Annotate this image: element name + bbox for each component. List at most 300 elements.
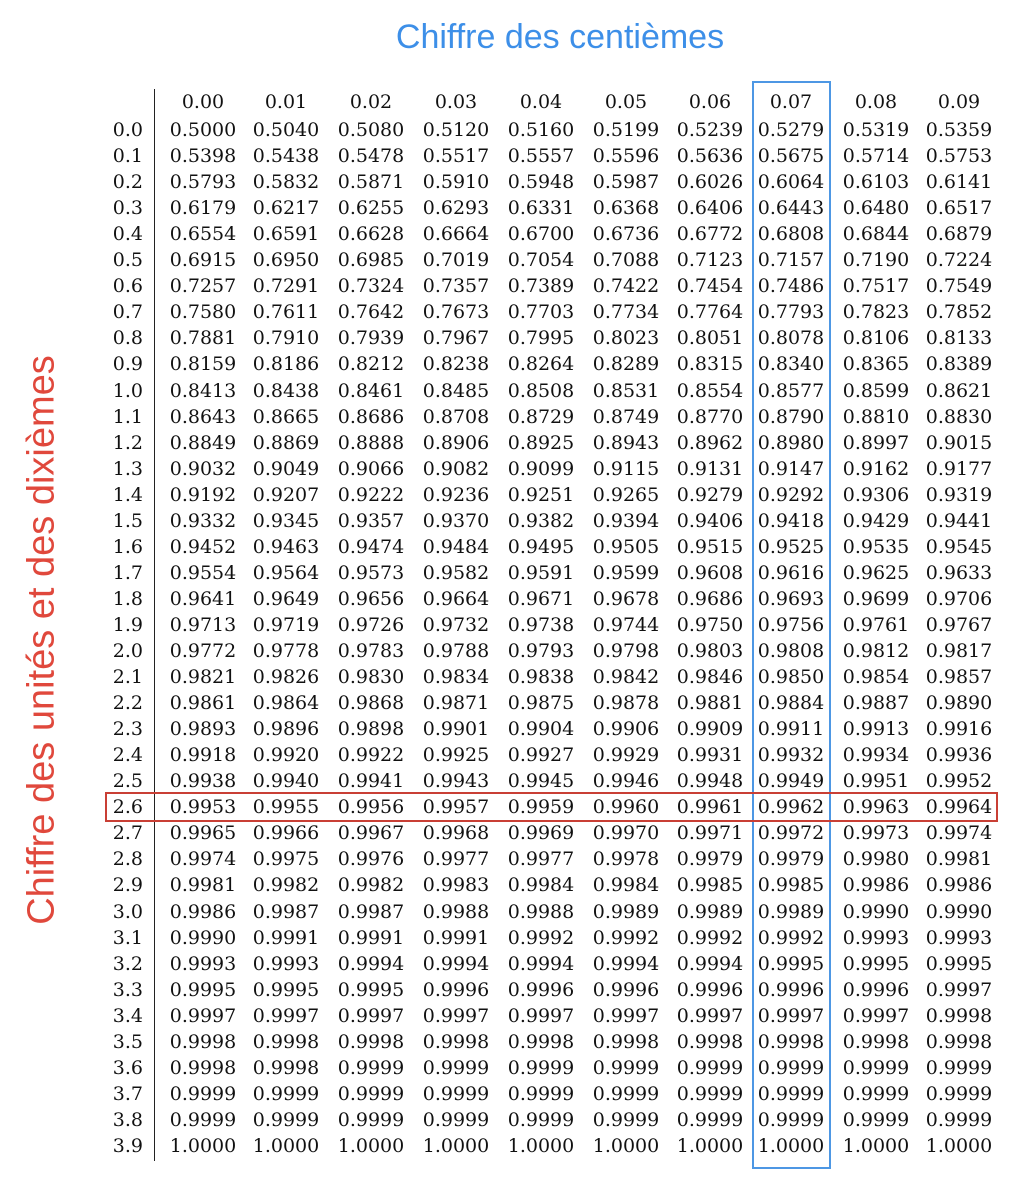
table-cell: 0.8906 <box>422 431 490 454</box>
table-cell: 0.9999 <box>422 1108 490 1131</box>
table-cell: 0.5871 <box>337 171 405 194</box>
table-cell: 0.9978 <box>592 848 660 871</box>
table-cell: 0.9875 <box>507 692 575 715</box>
column-header: 0.09 <box>937 91 981 113</box>
table-cell: 0.9999 <box>507 1056 575 1079</box>
table-cell: 0.9982 <box>252 874 320 897</box>
table-cell: 0.5987 <box>592 171 660 194</box>
table-cell: 0.6064 <box>757 171 825 194</box>
table-cell: 0.6628 <box>337 223 405 246</box>
table-cell: 0.8186 <box>252 353 320 376</box>
table-cell: 1.0000 <box>337 1134 405 1157</box>
row-axis-title: Chiffre des unités et des dixièmes <box>20 355 63 925</box>
table-cell: 0.9582 <box>422 561 490 584</box>
table-cell: 0.8461 <box>337 379 405 402</box>
table-cell: 0.9999 <box>925 1108 993 1131</box>
table-cell: 0.9994 <box>592 952 660 975</box>
table-cell: 0.8621 <box>925 379 993 402</box>
table-cell: 0.8962 <box>676 431 744 454</box>
table-cell: 0.9979 <box>676 848 744 871</box>
table-cell: 0.8830 <box>925 405 993 428</box>
table-cell: 0.7939 <box>337 327 405 350</box>
table-cell: 0.9357 <box>337 509 405 532</box>
table-cell: 0.8078 <box>757 327 825 350</box>
row-label: 2.1 <box>112 666 143 689</box>
table-cell: 0.5040 <box>252 119 320 141</box>
table-cell: 0.9984 <box>592 874 660 897</box>
row-label: 0.6 <box>112 275 143 298</box>
table-cell: 0.9222 <box>337 483 405 506</box>
table-cell: 0.8997 <box>842 431 910 454</box>
table-cell: 0.9999 <box>676 1056 744 1079</box>
table-cell: 0.8023 <box>592 327 660 350</box>
table-cell: 0.9997 <box>925 978 993 1001</box>
table-cell: 0.9808 <box>757 640 825 662</box>
table-cell: 0.6406 <box>676 197 744 220</box>
table-cell: 0.9997 <box>252 1004 320 1027</box>
row-label: 1.0 <box>112 379 143 402</box>
table-cell: 0.9535 <box>842 535 910 558</box>
table-cell: 0.6554 <box>169 223 237 246</box>
table-cell: 0.9616 <box>757 561 825 584</box>
table-cell: 0.9986 <box>842 874 910 897</box>
table-cell: 0.9857 <box>925 666 993 689</box>
table-cell: 0.9920 <box>252 744 320 767</box>
table-cell: 0.5080 <box>337 119 405 141</box>
table-cell: 0.9991 <box>252 926 320 949</box>
table-cell: 0.9964 <box>925 796 993 819</box>
table-cell: 0.9999 <box>757 1108 825 1131</box>
table-cell: 0.9998 <box>169 1030 237 1053</box>
table-cell: 0.9997 <box>592 1004 660 1027</box>
table-cell: 0.6772 <box>676 223 744 246</box>
table-cell: 0.9941 <box>337 770 405 793</box>
table-cell: 0.9995 <box>337 978 405 1001</box>
table-cell: 0.9990 <box>842 900 910 923</box>
table-cell: 0.9345 <box>252 509 320 532</box>
table-cell: 0.9985 <box>757 874 825 897</box>
table-cell: 0.9772 <box>169 640 237 662</box>
table-cell: 0.9998 <box>676 1030 744 1053</box>
table-cell: 0.9099 <box>507 457 575 480</box>
table-cell: 0.9999 <box>337 1056 405 1079</box>
table-cell: 0.9998 <box>337 1030 405 1053</box>
table-cell: 0.7422 <box>592 275 660 298</box>
table-cell: 0.8508 <box>507 379 575 402</box>
table-cell: 0.9998 <box>925 1004 993 1027</box>
table-cell: 0.9974 <box>169 848 237 871</box>
table-cell: 0.9959 <box>507 796 575 819</box>
table-cell: 0.9625 <box>842 561 910 584</box>
row-label: 0.7 <box>112 301 143 324</box>
row-label: 0.2 <box>112 171 143 194</box>
table-cell: 0.9573 <box>337 561 405 584</box>
table-cell: 0.9996 <box>842 978 910 1001</box>
table-cell: 0.7389 <box>507 275 575 298</box>
table-cell: 0.9830 <box>337 666 405 689</box>
table-cell: 0.9890 <box>925 692 993 715</box>
row-label: 0.0 <box>112 119 143 141</box>
row-label: 1.1 <box>112 405 143 428</box>
table-cell: 0.9032 <box>169 457 237 480</box>
table-cell: 0.9966 <box>252 822 320 845</box>
row-label: 3.2 <box>112 952 143 975</box>
table-cell: 0.6443 <box>757 197 825 220</box>
table-cell: 1.0000 <box>422 1134 490 1157</box>
table-cell: 0.7454 <box>676 275 744 298</box>
table-cell: 0.8289 <box>592 353 660 376</box>
column-header: 0.00 <box>181 91 225 113</box>
table-cell: 0.9999 <box>592 1082 660 1105</box>
row-label: 1.4 <box>112 483 143 506</box>
table-cell: 0.9997 <box>422 1004 490 1027</box>
table-cell: 0.9995 <box>252 978 320 1001</box>
table-cell: 0.9952 <box>925 770 993 793</box>
table-cell: 0.6141 <box>925 171 993 194</box>
table-cell: 0.9649 <box>252 587 320 610</box>
table-cell: 0.9738 <box>507 613 575 636</box>
table-cell: 0.9999 <box>252 1108 320 1131</box>
row-label: 1.3 <box>112 457 143 480</box>
table-cell: 0.9983 <box>422 874 490 897</box>
table-cell: 0.9945 <box>507 770 575 793</box>
row-label: 1.9 <box>112 613 143 636</box>
table-cell: 1.0000 <box>676 1134 744 1157</box>
table-cell: 0.9842 <box>592 666 660 689</box>
table-cell: 0.8485 <box>422 379 490 402</box>
table-cell: 0.9963 <box>842 796 910 819</box>
table-cell: 0.7852 <box>925 301 993 324</box>
table-cell: 0.9999 <box>169 1108 237 1131</box>
table-cell: 0.9706 <box>925 587 993 610</box>
table-cell: 0.8686 <box>337 405 405 428</box>
table-cell: 0.7088 <box>592 249 660 272</box>
table-cell: 0.9082 <box>422 457 490 480</box>
table-cell: 0.7734 <box>592 301 660 324</box>
table-cell: 0.9999 <box>592 1108 660 1131</box>
table-cell: 0.8340 <box>757 353 825 376</box>
table-cell: 0.9994 <box>676 952 744 975</box>
table-cell: 0.8925 <box>507 431 575 454</box>
table-cell: 0.9909 <box>676 718 744 741</box>
table-cell: 0.9678 <box>592 587 660 610</box>
table-cell: 0.8665 <box>252 405 320 428</box>
table-cell: 0.9999 <box>507 1108 575 1131</box>
table-cell: 0.9961 <box>676 796 744 819</box>
table-cell: 0.9732 <box>422 613 490 636</box>
table-cell: 0.9545 <box>925 535 993 558</box>
table-cell: 0.9986 <box>169 900 237 923</box>
table-cell: 0.9969 <box>507 822 575 845</box>
column-header: 0.01 <box>264 91 308 113</box>
table-cell: 0.5000 <box>169 119 237 141</box>
table-cell: 0.9671 <box>507 587 575 610</box>
table-cell: 0.5753 <box>925 145 993 168</box>
table-cell: 0.9979 <box>757 848 825 871</box>
row-label: 0.5 <box>112 249 143 272</box>
table-cell: 0.9861 <box>169 692 237 715</box>
table-cell: 0.7486 <box>757 275 825 298</box>
table-cell: 0.9864 <box>252 692 320 715</box>
table-cell: 0.9834 <box>422 666 490 689</box>
table-cell: 0.9744 <box>592 613 660 636</box>
table-cell: 0.9896 <box>252 718 320 741</box>
table-cell: 0.5319 <box>842 119 910 141</box>
table-cell: 0.6844 <box>842 223 910 246</box>
table-cell: 0.9997 <box>337 1004 405 1027</box>
table-cell: 1.0000 <box>252 1134 320 1157</box>
table-cell: 0.9251 <box>507 483 575 506</box>
table-cell: 0.6368 <box>592 197 660 220</box>
table-cell: 0.9996 <box>422 978 490 1001</box>
table-cell: 1.0000 <box>169 1134 237 1157</box>
table-cell: 0.9898 <box>337 718 405 741</box>
table-cell: 0.9997 <box>757 1004 825 1027</box>
table-cell: 0.5478 <box>337 145 405 168</box>
table-cell: 0.8849 <box>169 431 237 454</box>
table-cell: 0.9943 <box>422 770 490 793</box>
table-cell: 0.9525 <box>757 535 825 558</box>
row-label: 3.6 <box>112 1056 143 1079</box>
table-cell: 0.9726 <box>337 613 405 636</box>
table-cell: 0.6808 <box>757 223 825 246</box>
table-cell: 0.9988 <box>507 900 575 923</box>
table-cell: 0.9686 <box>676 587 744 610</box>
table-cell: 0.9999 <box>925 1082 993 1105</box>
table-cell: 0.9940 <box>252 770 320 793</box>
table-cell: 0.8365 <box>842 353 910 376</box>
table-cell: 0.6736 <box>592 223 660 246</box>
table-cell: 0.9207 <box>252 483 320 506</box>
table-cell: 0.9999 <box>925 1056 993 1079</box>
column-header: 0.02 <box>349 91 393 113</box>
table-cell: 0.9999 <box>676 1108 744 1131</box>
table-cell: 0.9997 <box>169 1004 237 1027</box>
table-cell: 0.9967 <box>337 822 405 845</box>
table-cell: 0.7157 <box>757 249 825 272</box>
table-cell: 0.9719 <box>252 613 320 636</box>
table-cell: 0.9699 <box>842 587 910 610</box>
row-label: 2.7 <box>112 822 143 845</box>
row-label: 2.3 <box>112 718 143 741</box>
table-cell: 0.7764 <box>676 301 744 324</box>
table-cell: 0.9382 <box>507 509 575 532</box>
table-cell: 0.9192 <box>169 483 237 506</box>
table-cell: 0.9987 <box>252 900 320 923</box>
table-cell: 0.9949 <box>757 770 825 793</box>
column-header: 0.05 <box>604 91 648 113</box>
table-cell: 0.9931 <box>676 744 744 767</box>
table-cell: 0.9996 <box>507 978 575 1001</box>
table-cell: 0.5832 <box>252 171 320 194</box>
row-label: 2.0 <box>112 640 143 662</box>
table-cell: 0.9441 <box>925 509 993 532</box>
table-cell: 0.9999 <box>337 1082 405 1105</box>
table-cell: 0.6950 <box>252 249 320 272</box>
table-cell: 0.9911 <box>757 718 825 741</box>
table-cell: 0.9995 <box>842 952 910 975</box>
table-cell: 0.9992 <box>676 926 744 949</box>
table-cell: 0.9463 <box>252 535 320 558</box>
table-cell: 0.8159 <box>169 353 237 376</box>
table-cell: 0.9999 <box>337 1108 405 1131</box>
table-cell: 0.9999 <box>507 1082 575 1105</box>
table-cell: 0.8577 <box>757 379 825 402</box>
table-cell: 1.0000 <box>507 1134 575 1157</box>
table-cell: 0.9484 <box>422 535 490 558</box>
table-cell: 0.9968 <box>422 822 490 845</box>
table-cell: 0.6664 <box>422 223 490 246</box>
table-cell: 0.7224 <box>925 249 993 272</box>
table-cell: 0.9812 <box>842 640 910 662</box>
table-cell: 0.9980 <box>842 848 910 871</box>
table-cell: 0.9788 <box>422 640 490 662</box>
table-cell: 0.9989 <box>757 900 825 923</box>
row-label: 3.8 <box>112 1108 143 1131</box>
row-label: 3.9 <box>112 1134 143 1157</box>
table-cell: 0.9633 <box>925 561 993 584</box>
table-cell: 0.9279 <box>676 483 744 506</box>
table-cell: 0.7995 <box>507 327 575 350</box>
table-cell: 0.6915 <box>169 249 237 272</box>
row-label: 2.2 <box>112 692 143 715</box>
table-cell: 0.9976 <box>337 848 405 871</box>
table-cell: 0.9975 <box>252 848 320 871</box>
column-header: 0.04 <box>519 91 563 113</box>
table-cell: 0.8599 <box>842 379 910 402</box>
table-cell: 0.9970 <box>592 822 660 845</box>
table-cell: 0.9693 <box>757 587 825 610</box>
table-cell: 0.9394 <box>592 509 660 532</box>
table-cell: 0.5675 <box>757 145 825 168</box>
table-cell: 0.9981 <box>169 874 237 897</box>
table-cell: 0.9554 <box>169 561 237 584</box>
table-cell: 0.8770 <box>676 405 744 428</box>
table-cell: 0.7054 <box>507 249 575 272</box>
table-cell: 0.9998 <box>592 1030 660 1053</box>
table-cell: 0.6179 <box>169 197 237 220</box>
column-axis-title: Chiffre des centièmes <box>395 18 725 56</box>
column-header: 0.08 <box>854 91 898 113</box>
table-cell: 0.9989 <box>676 900 744 923</box>
table-cell: 0.9991 <box>422 926 490 949</box>
table-cell: 0.7823 <box>842 301 910 324</box>
row-label: 2.9 <box>112 874 143 897</box>
table-cell: 0.9015 <box>925 431 993 454</box>
table-cell: 0.9564 <box>252 561 320 584</box>
table-cell: 0.8531 <box>592 379 660 402</box>
table-cell: 0.9977 <box>422 848 490 871</box>
table-cell: 0.9984 <box>507 874 575 897</box>
table-cell: 0.9938 <box>169 770 237 793</box>
table-cell: 0.9999 <box>757 1082 825 1105</box>
row-label: 1.5 <box>112 509 143 532</box>
table-cell: 0.9756 <box>757 613 825 636</box>
table-cell: 0.9992 <box>592 926 660 949</box>
table-cell: 0.9904 <box>507 718 575 741</box>
table-cell: 0.9798 <box>592 640 660 662</box>
table-cell: 0.5714 <box>842 145 910 168</box>
row-label: 3.4 <box>112 1004 143 1027</box>
table-cell: 1.0000 <box>925 1134 993 1157</box>
table-cell: 0.9854 <box>842 666 910 689</box>
row-label: 0.9 <box>112 353 143 376</box>
table-cell: 0.9918 <box>169 744 237 767</box>
table-cell: 0.9991 <box>337 926 405 949</box>
table-cell: 0.7123 <box>676 249 744 272</box>
table-cell: 0.9955 <box>252 796 320 819</box>
table-cell: 0.9999 <box>169 1082 237 1105</box>
table-cell: 0.9591 <box>507 561 575 584</box>
table-cell: 0.9878 <box>592 692 660 715</box>
table-cell: 0.6700 <box>507 223 575 246</box>
table-cell: 0.6517 <box>925 197 993 220</box>
table-cell: 0.9817 <box>925 640 993 662</box>
table-cell: 0.9996 <box>757 978 825 1001</box>
table-cell: 0.9999 <box>676 1082 744 1105</box>
table-cell: 0.9929 <box>592 744 660 767</box>
table-cell: 0.7642 <box>337 301 405 324</box>
table-cell: 0.9236 <box>422 483 490 506</box>
table-cell: 0.9997 <box>507 1004 575 1027</box>
table-cell: 0.9998 <box>169 1056 237 1079</box>
row-label: 2.6 <box>112 796 143 819</box>
row-label: 2.4 <box>112 744 143 767</box>
table-cell: 0.9319 <box>925 483 993 506</box>
table-cell: 0.9965 <box>169 822 237 845</box>
table-cell: 0.7190 <box>842 249 910 272</box>
table-cell: 0.8051 <box>676 327 744 350</box>
table-cell: 0.8708 <box>422 405 490 428</box>
table-cell: 0.9850 <box>757 666 825 689</box>
row-label: 2.8 <box>112 848 143 871</box>
table-cell: 0.9993 <box>925 926 993 949</box>
table-cell: 0.9474 <box>337 535 405 558</box>
table-cell: 0.9996 <box>592 978 660 1001</box>
table-cell: 0.9974 <box>925 822 993 845</box>
table-cell: 0.9934 <box>842 744 910 767</box>
table-cell: 0.9332 <box>169 509 237 532</box>
table-cell: 0.9664 <box>422 587 490 610</box>
row-label: 2.5 <box>112 770 143 793</box>
table-cell: 0.9292 <box>757 483 825 506</box>
row-label: 3.1 <box>112 926 143 949</box>
table-cell: 0.8389 <box>925 353 993 376</box>
table-cell: 0.7257 <box>169 275 237 298</box>
table-cell: 0.8264 <box>507 353 575 376</box>
table-cell: 0.6879 <box>925 223 993 246</box>
table-cell: 0.9946 <box>592 770 660 793</box>
table-cell: 1.0000 <box>842 1134 910 1157</box>
table-cell: 0.9066 <box>337 457 405 480</box>
column-header: 0.03 <box>434 91 478 113</box>
column-header: 0.06 <box>688 91 732 113</box>
table-cell: 0.9418 <box>757 509 825 532</box>
table-cell: 0.8790 <box>757 405 825 428</box>
table-cell: 0.5596 <box>592 145 660 168</box>
table-cell: 0.9608 <box>676 561 744 584</box>
table-cell: 0.9793 <box>507 640 575 662</box>
table-cell: 0.5359 <box>925 119 993 141</box>
row-label: 3.0 <box>112 900 143 923</box>
table-cell: 0.9932 <box>757 744 825 767</box>
normal-distribution-table <box>103 89 998 1161</box>
table-cell: 0.9452 <box>169 535 237 558</box>
table-cell: 0.9641 <box>169 587 237 610</box>
table-cell: 0.9893 <box>169 718 237 741</box>
row-label: 1.7 <box>112 561 143 584</box>
table-cell: 0.9406 <box>676 509 744 532</box>
